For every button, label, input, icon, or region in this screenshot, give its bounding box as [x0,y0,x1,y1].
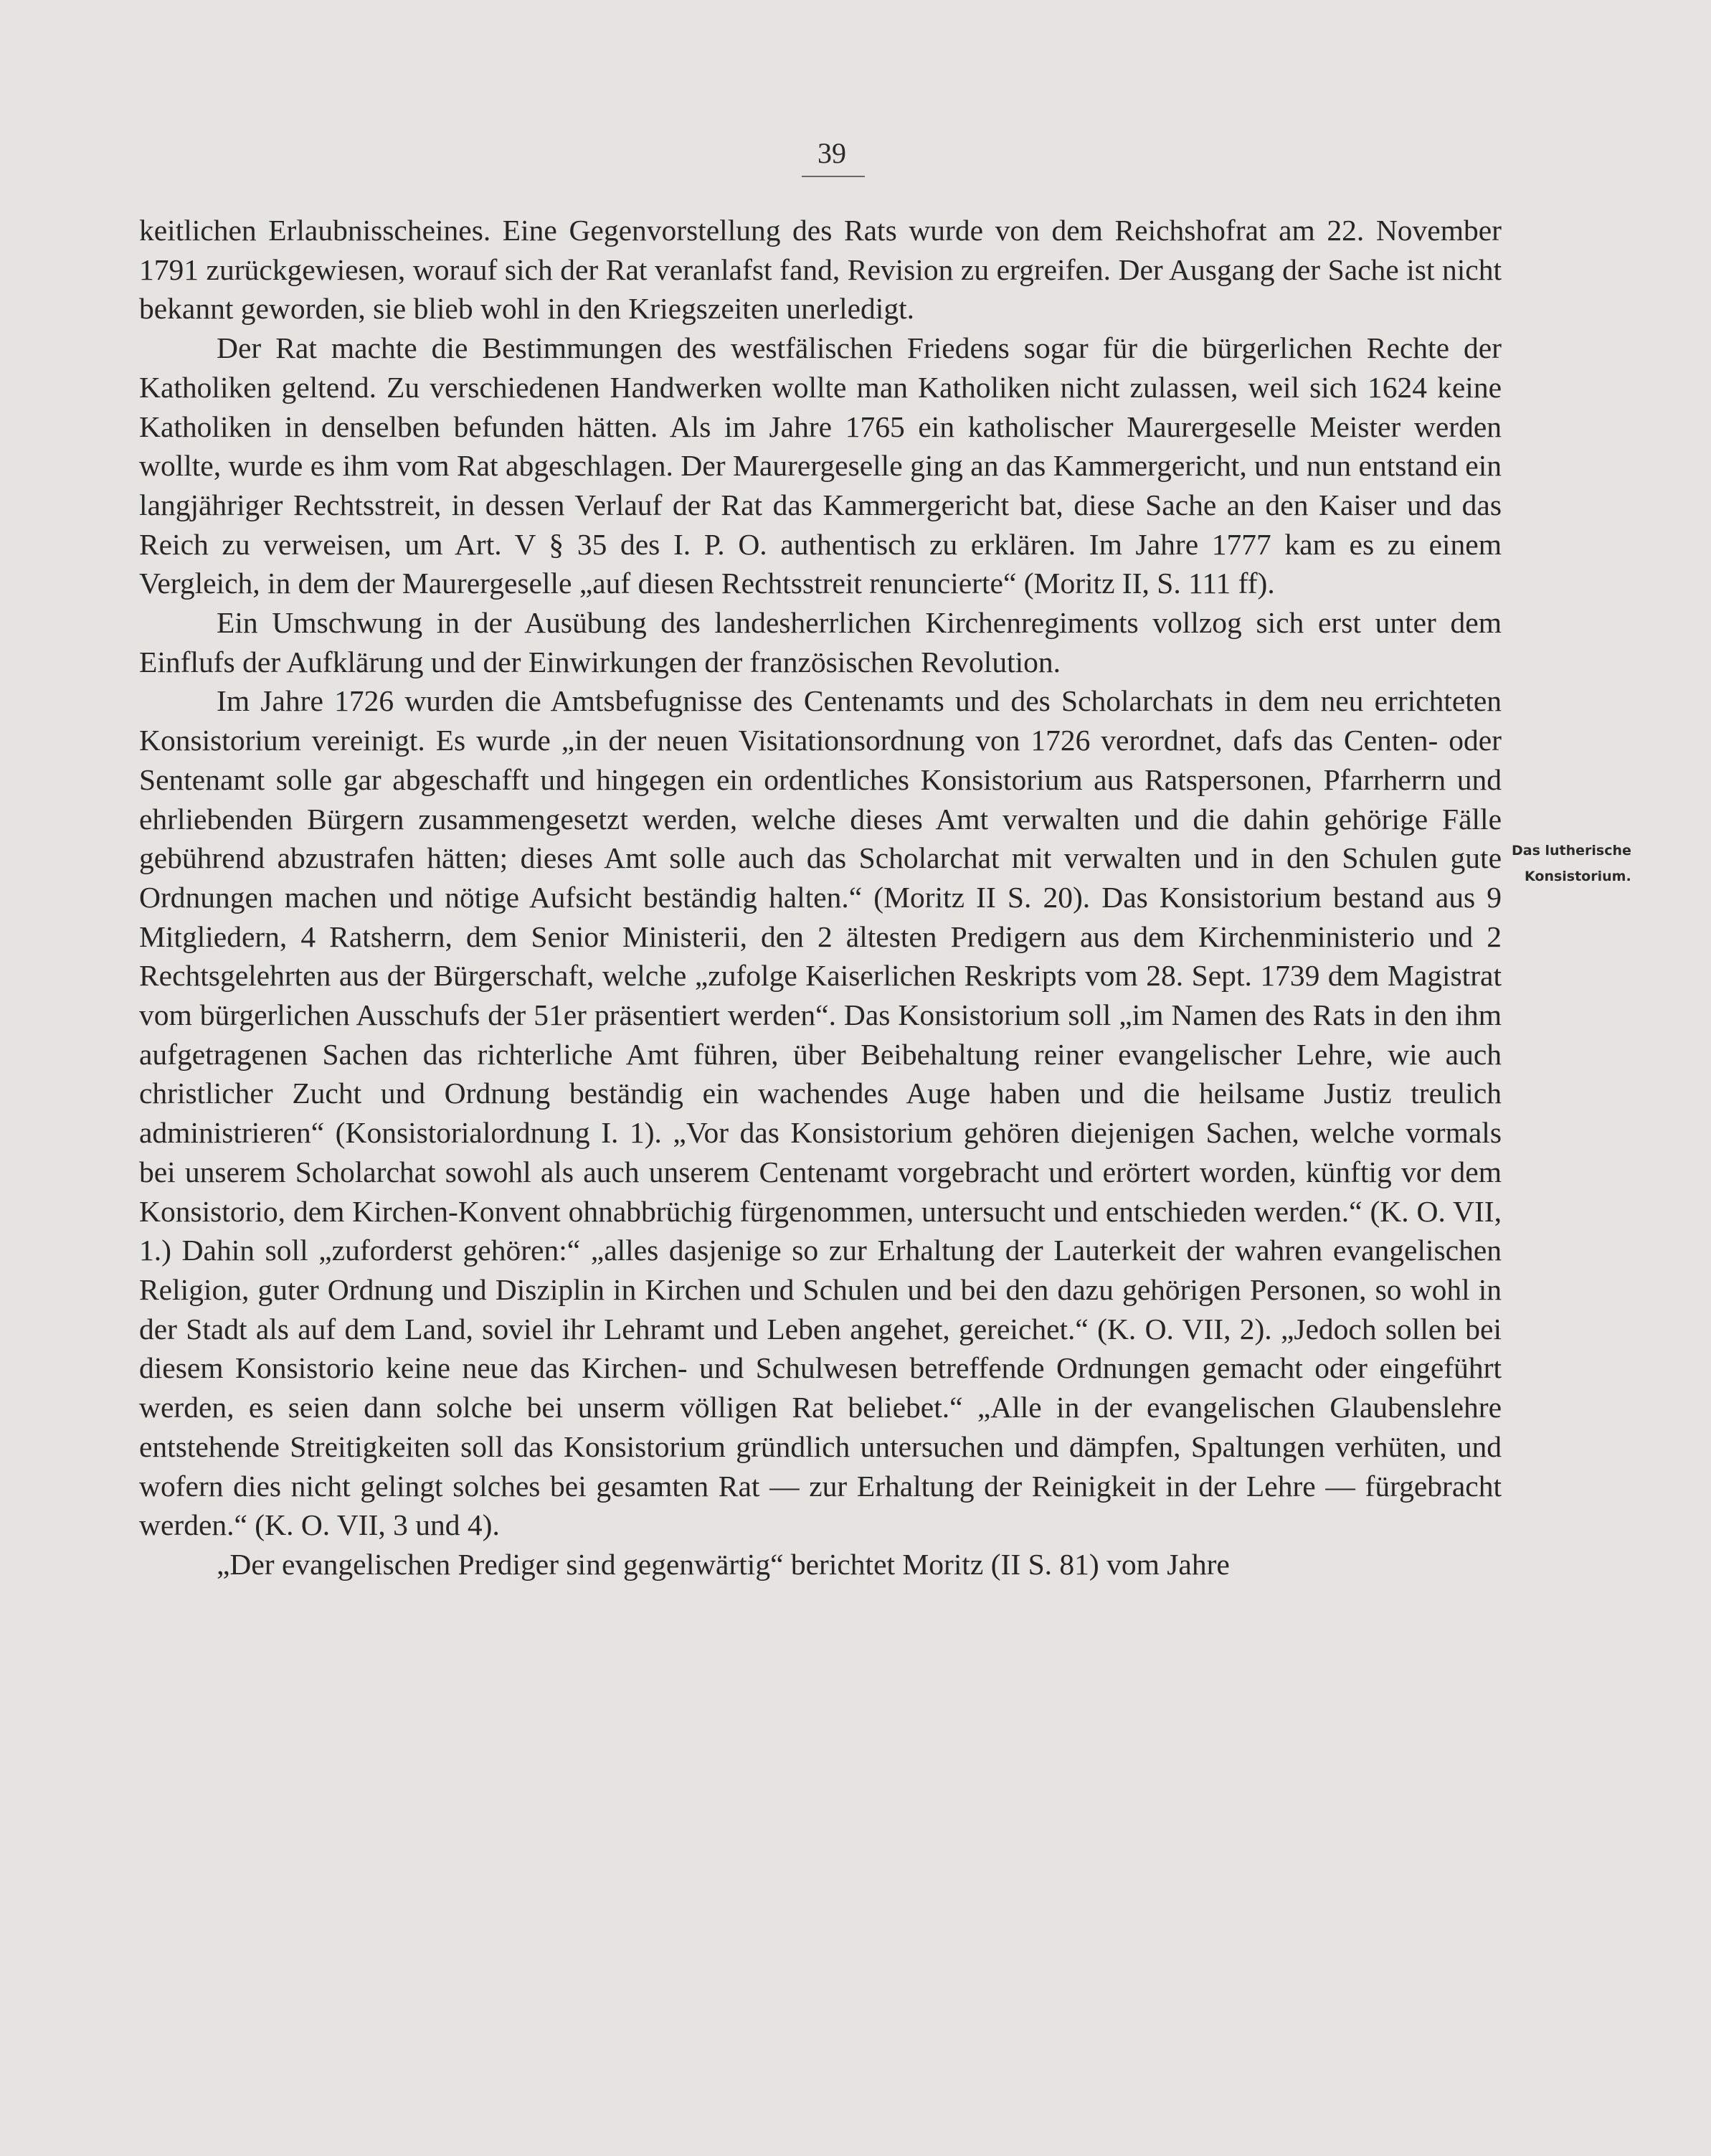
margin-note [1512,838,1677,889]
margin-note-line-1: Das lutherische [1512,843,1631,859]
paragraph-5: „Der evangelischen Prediger sind gegenwärtig“ berichtet Moritz (II S. 81) vom Jahre [217,1547,1230,1581]
paragraph-3: Ein Umschwung in der Ausübung des landesherrlichen Kirchenregiments vollzog sich erst unter dem Einflufs der Aufklärung und der Einwirkungen der französischen Revolution. [139,606,1502,679]
main-text [139,211,1502,1584]
paragraph-2: Der Rat machte die Bestimmungen des westfälischen Friedens sogar für die bürgerlichen Rechte der Katholiken geltend. Zu verschiedenen Handwerken wollte man Katholiken nicht zulassen, weil sich 1624 keine Katholiken in denselben befunden hätten. Als im Jahre 1765 ein katholischer Maurergeselle Meister werden wollte, wurde es ihm vom Rat abgeschlagen. Der Maurergeselle ging an das Kammergericht, und nun entstand ein langjähriger Rechtsstreit, in dessen Verlauf der Rat das Kammergericht bat, diese Sache an den Kaiser und das Reich zu verweisen, um Art. V § 35 des I. P. O. authentisch zu erklären. Im Jahre 1777 kam es zu einem Vergleich, in dem der Maurergeselle „auf diesen Rechtsstreit renuncierte“ (Moritz II, S. 111 ff). [139,331,1502,600]
page-number-rule [802,176,865,177]
paragraph-4: Im Jahre 1726 wurden die Amtsbefugnisse des Centenamts und des Scholarchats in dem neu errichteten Konsistorium vereinigt. Es wurde „in der neuen Visitationsordnung von 1726 verordnet, dafs das Centen- oder Sentenamt solle gar abgeschafft und hingegen ein ordentliches Konsistorium aus Ratspersonen, Pfarrherrn und ehrliebenden Bürgern zusammengesetzt werden, welche dieses Amt verwalten und die dahin gehörige Fälle gebührend abzustrafen hätten; dieses Amt solle auch das Scholarchat mit verwalten und in den Schulen gute Ordnungen machen und nötige Aufsicht beständig halten.“ (Moritz II S. 20). Das Konsistorium bestand aus 9 Mitgliedern, 4 Ratsherrn, dem Senior Ministerii, den 2 ältesten Predigern aus dem Kirchenministerio und 2 Rechtsgelehrten aus der Bürgerschaft, welche „zufolge Kaiserlichen Reskripts vom 28. Sept. 1739 dem Magistrat vom bürgerlichen Ausschufs der 51er präsentiert werden“. Das Konsistorium soll „im Namen des Rats in den ihm aufgetragenen Sachen das richterliche Amt führen, über Beibehaltung reiner evangelischer Lehre, wie auch christlicher Zucht und Ordnung beständig ein wachendes Auge haben und die heilsame Justiz treulich administrieren“ (Konsistorialordnung I. 1). „Vor das Konsistorium gehören diejenigen Sachen, welche vormals bei unserem Scholarchat sowohl als auch unserem Centenamt vorgebracht und erörtert worden, künftig vor dem Konsistorio, dem Kirchen-Konvent ohnabbrüchig fürgenommen, untersucht und entschieden werden.“ (K. O. VII, 1.) Dahin soll „zuforderst gehören:“ „alles dasjenige so zur Erhaltung der Lauterkeit der wahren evangelischen Religion, guter Ordnung und Disziplin in Kirchen und Schulen und bei den dazu gehörigen Personen, so wohl in der Stadt als auf dem Land, soviel ihr Lehramt und Leben angehet, gereichet.“ (K. O. VII, 2). „Jedoch sollen bei diesem Konsistorio keine neue das Kirchen- und Schulwesen betreffende Ordnungen gemacht oder eingeführt werden, es seien dann solche bei unserm völligen Rat beliebet.“ „Alle in der evangelischen Glaubenslehre entstehende Streitigkeiten soll das Konsistorium gründlich untersuchen und dämpfen, Spaltungen verhüten, und wofern dies nicht gelingt solches bei gesamten Rat — zur Erhaltung der Reinigkeit in der Lehre — fürgebracht werden.“ (K. O. VII, 3 und 4). [139,684,1502,1542]
margin-note-line-2: Konsistorium. [1525,869,1631,884]
paragraph-1: keitlichen Erlaubnisscheines. Eine Gegenvorstellung des Rats wurde von dem Reichshofrat am 22. November 1791 zurückgewiesen, worauf sich der Rat veranlafst fand, Revision zu ergreifen. Der Ausgang der Sache ist nicht bekannt geworden, sie blieb wohl in den Kriegszeiten unerledigt. [139,214,1502,326]
page-number: 39 [817,137,846,169]
